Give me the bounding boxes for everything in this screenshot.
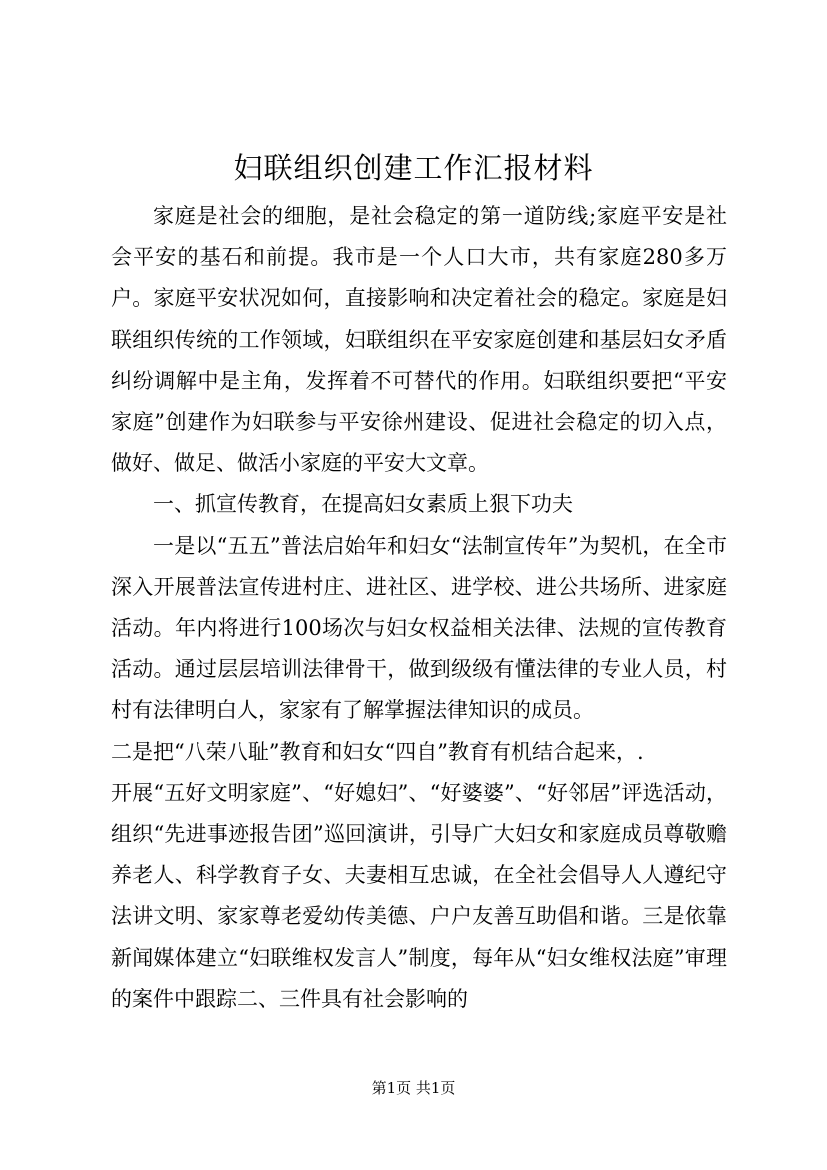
page-number-footer: 第1页 共1页 [371, 1079, 456, 1097]
paragraph-point-2-cont: 开展“五好文明家庭”、“好媳妇”、“好婆婆”、“好邻居”评选活动，组织“先进事迹报告团”巡回演讲，引导广大妇女和家庭成员尊敬赡养老人、科学教育子女、夫妻相互忠诚，在全社会倡导人人遵纪守法讲文明、家家尊老爱幼传美德、户户友善互助倡和谐。三是依靠新闻媒体建立“妇联维权发言人”制度，每年从“妇女维权法庭”审理的案件中跟踪二、三件具有社会影响的 [111, 780, 727, 1011]
document-title: 妇联组织创建工作汇报材料 [233, 151, 594, 185]
paragraph-point-1: 一是以“五五”普法启始年和妇女“法制宣传年”为契机，在全市深入开展普法宣传进村庄、进社区、进学校、进公共场所、进家庭活动。年内将进行100场次与妇女权益相关法律、法规的宣传教育活动。通过层层培训法律骨干，做到级级有懂法律的专业人员，村村有法律明白人，家家有了解掌握法律知识的成员。 [111, 533, 727, 723]
paragraph-point-2: 二是把“八荣八耻”教育和妇女“四自”教育有机结合起来，. [111, 739, 644, 764]
section-heading-1: 一、抓宣传教育，在提高妇女素质上狠下功夫 [153, 492, 573, 517]
document-body [111, 196, 727, 1020]
paragraph-intro: 家庭是社会的细胞，是社会稳定的第一道防线;家庭平安是社会平安的基石和前提。我市是一个人口大市，共有家庭280多万户。家庭平安状况如何，直接影响和决定着社会的稳定。家庭是妇联组织传统的工作领域，妇联组织在平安家庭创建和基层妇女矛盾纠纷调解中是主角，发挥着不可替代的作用。妇联组织要把“平安家庭”创建作为妇联参与平安徐州建设、促进社会稳定的切入点，做好、做足、做活小家庭的平安大文章。 [111, 204, 727, 476]
